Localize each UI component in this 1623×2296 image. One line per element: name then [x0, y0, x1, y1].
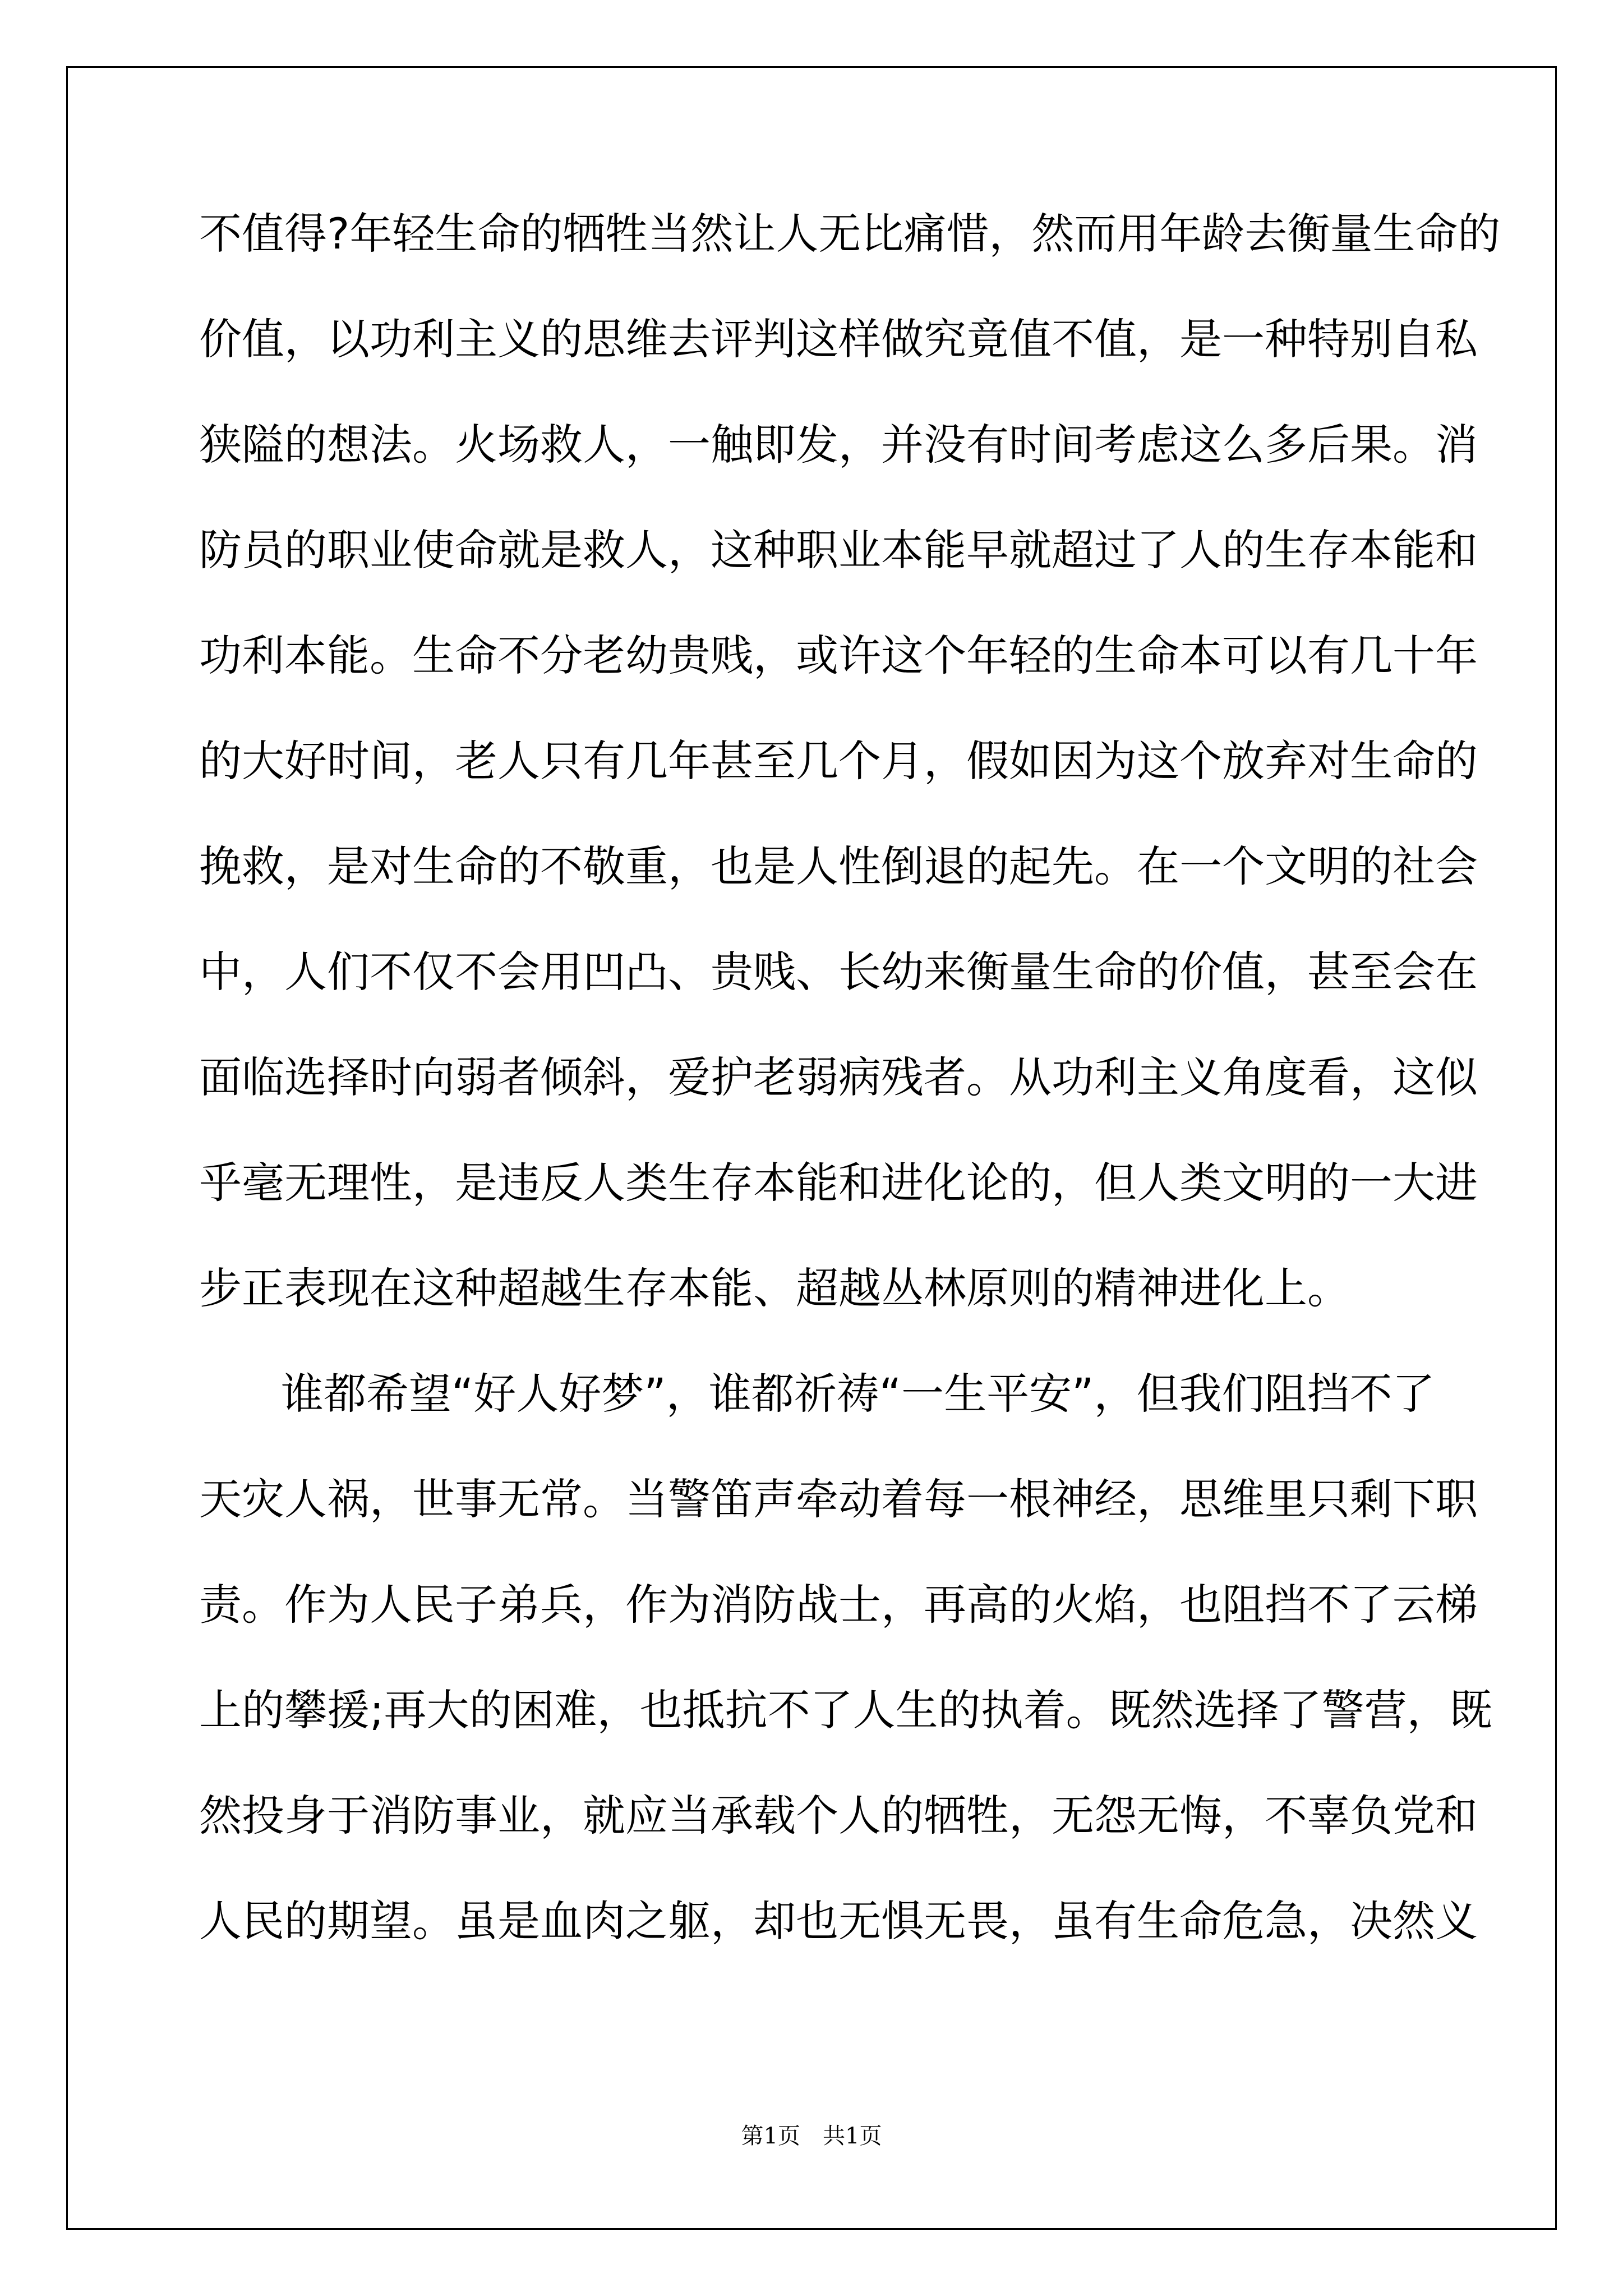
body-line: 的大好时间，老人只有几年甚至几个月，假如因为这个放弃对生命的	[199, 736, 1478, 786]
body-line: 中，人们不仅不会用凹凸、贵贱、长幼来衡量生命的价值，甚至会在	[199, 947, 1478, 997]
page-footer: 第1页 共1页	[741, 2123, 882, 2149]
body-line: 面临选择时向弱者倾斜，爱护老弱病残者。从功利主义角度看，这似	[199, 1052, 1478, 1102]
body-line: 价值，以功利主义的思维去评判这样做究竟值不值，是一种特别自私	[199, 314, 1478, 364]
body-line: 人民的期望。虽是血肉之躯，却也无惧无畏，虽有生命危急，决然义	[199, 1896, 1478, 1946]
body-line: 责。作为人民子弟兵，作为消防战士，再高的火焰，也阻挡不了云梯	[199, 1580, 1478, 1630]
body-line: 防员的职业使命就是救人，这种职业本能早就超过了人的生存本能和	[199, 525, 1478, 575]
body-line: 挽救，是对生命的不敬重，也是人性倒退的起先。在一个文明的社会	[199, 841, 1478, 891]
body-line: 谁都希望“好人好梦”，谁都祈祷“一生平安”，但我们阻挡不了	[281, 1369, 1435, 1419]
body-line: 狭隘的想法。火场救人，一触即发，并没有时间考虑这么多后果。消	[199, 420, 1478, 470]
body-line: 步正表现在这种超越生存本能、超越丛林原则的精神进化上。	[199, 1263, 1350, 1313]
body-line: 上的攀援;再大的困难，也抵抗不了人生的执着。既然选择了警营，既	[199, 1685, 1492, 1735]
body-line: 然投身于消防事业，就应当承载个人的牺牲，无怨无悔，不辜负党和	[199, 1791, 1478, 1841]
body-line: 不值得?年轻生命的牺牲当然让人无比痛惜，然而用年龄去衡量生命的	[199, 209, 1501, 259]
body-line: 功利本能。生命不分老幼贵贱，或许这个年轻的生命本可以有几十年	[199, 631, 1478, 680]
body-line: 天灾人祸，世事无常。当警笛声牵动着每一根神经，思维里只剩下职	[199, 1474, 1478, 1524]
body-line: 乎毫无理性，是违反人类生存本能和进化论的，但人类文明的一大进	[199, 1158, 1478, 1208]
